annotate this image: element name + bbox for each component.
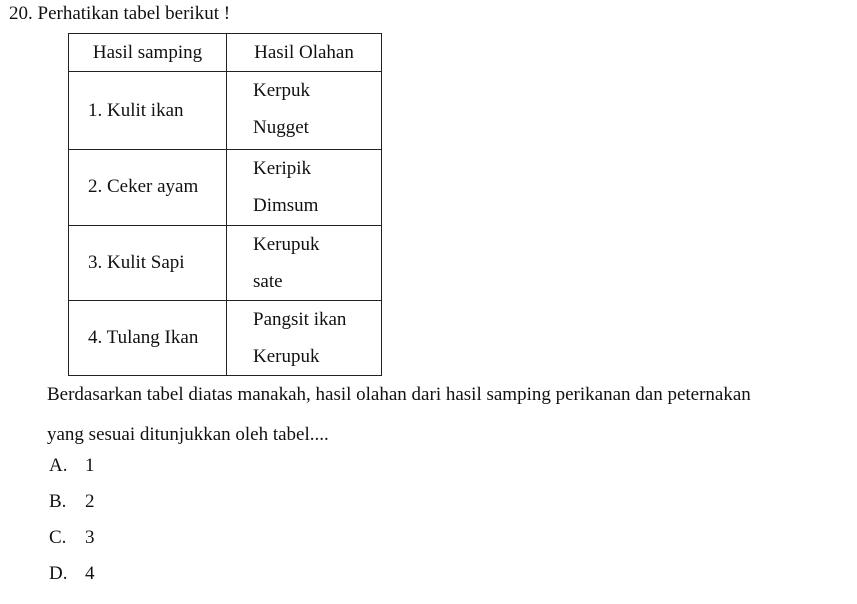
answer-options xyxy=(49,448,95,592)
header-hasil-olahan: Hasil Olahan xyxy=(227,34,382,72)
option-b[interactable] xyxy=(49,484,95,520)
table-header-row xyxy=(69,34,382,72)
option-letter: A. xyxy=(49,455,68,476)
product-item: Kerupuk xyxy=(253,233,320,255)
option-d[interactable] xyxy=(49,556,95,592)
option-value: 4 xyxy=(85,563,95,584)
question-title: 20. Perhatikan tabel berikut ! xyxy=(9,3,231,24)
option-letter: C. xyxy=(49,527,67,548)
option-value: 1 xyxy=(85,455,95,476)
header-hasil-samping: Hasil samping xyxy=(69,34,227,72)
table-row xyxy=(69,72,382,150)
option-a[interactable] xyxy=(49,448,95,484)
byproduct-cell: 4. Tulang Ikan xyxy=(69,300,227,375)
product-item: Nugget xyxy=(253,117,309,139)
product-item: Kerupuk xyxy=(253,345,320,367)
option-c[interactable] xyxy=(49,520,95,556)
question-prompt-line: Berdasarkan tabel diatas manakah, hasil olahan dari hasil samping perikanan dan peternakan xyxy=(47,384,751,405)
products-cell xyxy=(227,72,382,150)
products-cell xyxy=(227,300,382,375)
question-prompt-line: yang sesuai ditunjukkan oleh tabel.... xyxy=(47,424,329,445)
table-row xyxy=(69,225,382,300)
product-item: sate xyxy=(253,270,283,292)
byproduct-table xyxy=(68,33,382,376)
option-letter: B. xyxy=(49,491,67,512)
option-value: 3 xyxy=(85,527,95,548)
products-cell xyxy=(227,150,382,225)
table-row xyxy=(69,150,382,225)
table-row xyxy=(69,300,382,375)
byproduct-cell: 2. Ceker ayam xyxy=(69,150,227,225)
byproduct-cell: 3. Kulit Sapi xyxy=(69,225,227,300)
option-value: 2 xyxy=(85,491,95,512)
option-letter: D. xyxy=(49,563,68,584)
product-item: Pangsit ikan xyxy=(253,308,347,330)
product-item: Dimsum xyxy=(253,195,319,217)
product-item: Keripik xyxy=(253,158,312,180)
byproduct-cell: 1. Kulit ikan xyxy=(69,72,227,150)
question-prompt xyxy=(47,375,855,455)
product-item: Kerpuk xyxy=(253,80,310,102)
products-cell xyxy=(227,225,382,300)
